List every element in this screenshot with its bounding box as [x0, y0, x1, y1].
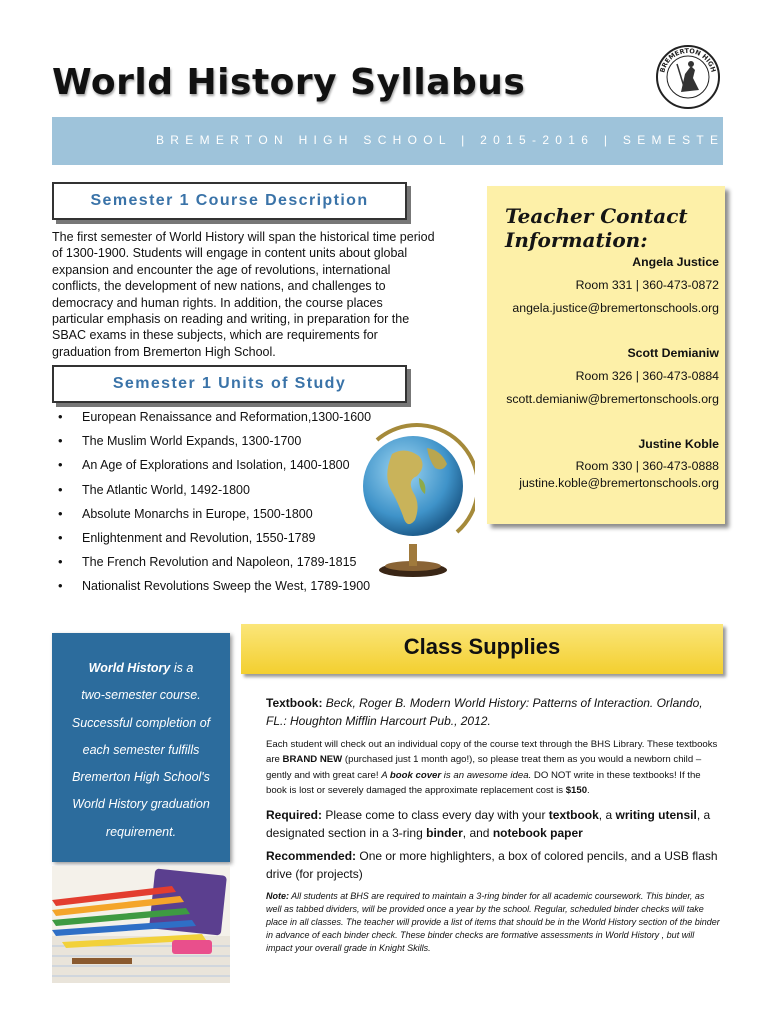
recommended-supplies: Recommended: One or more highlighters, a box of colored pencils, and a USB flash drive (for projects) — [266, 849, 718, 881]
binder-note: Note: All students at BHS are required to maintain a 3-ring binder for all academic coursework. This binder, as well as tabbed dividers, will be provided once a year by the school. Regular, scheduled binder checks will take place in all classes. The teacher will provide a list of items that should be in the World History section of the binder in advance of each binder check. These binder checks are formative assessments in World History , but will impact your overall grade in Knight Skills. — [266, 891, 720, 953]
banner-text: BREMERTON HIGH SCHOOL | 2015-2016 | SEMESTER 1 — [156, 133, 762, 147]
school-seal-logo — [655, 44, 721, 110]
list-item: • The French Revolution and Napoleon, 1789-1815 — [52, 552, 371, 576]
textbook-info: Textbook: Beck, Roger B. Modern World History: Patterns of Interaction. Orlando, FL.: Houghton Mifflin Harcourt Pub., 2012. — [266, 696, 703, 728]
teacher-room-phone: Room 330 | 360-473-0888 — [575, 459, 719, 473]
page-title: World History Syllabus — [52, 62, 526, 103]
graduation-requirement-callout — [52, 633, 230, 862]
list-item: • The Muslim World Expands, 1300-1700 — [52, 431, 371, 455]
description-text: The first semester of World History will span the historical time period of 1300-1900. Students will engage in content units about global expansion and encounter the age of revolutions, international conflicts, the development of new nations, and challenges to democracy and human rights. In addition, the course places particular emphasis on reading and writing, in preparation for the SBAC exams in these subjects, which are requirements for graduation from Bremerton High School. — [52, 230, 435, 359]
list-item: • European Renaissance and Reformation,1300-1600 — [52, 407, 371, 431]
list-item: • Absolute Monarchs in Europe, 1500-1800 — [52, 504, 371, 528]
teacher-email-link[interactable]: scott.demianiw@bremertonschools.org — [506, 392, 719, 406]
contact-title: Teacher Contact Information: — [505, 204, 688, 252]
class-supplies-title: Class Supplies — [403, 634, 561, 659]
textbook-checkout-info: Each student will check out an individual copy of the course text through the BHS Library. These textbooks are BRAND NEW (purchased just 1 month ago!), so please treat them as you would a newborn child – gently and with great care! A book cover is an awesome idea. DO NOT write in these textbooks! If the book is lost or severely damaged the approximate replacement cost is $150. — [266, 739, 718, 796]
units-heading: Semester 1 Units of Study — [52, 365, 407, 403]
list-item: • Nationalist Revolutions Sweep the West, 1789-1900 — [52, 576, 371, 600]
teacher-contact-panel — [487, 186, 725, 524]
teacher-name: Angela Justice — [632, 255, 719, 269]
callout-text: World History is a two-semester course. Successful completion of each semester fulfills Bremerton High School's World History graduation requirement. — [71, 661, 211, 839]
teacher-room-phone: Room 331 | 360-473-0872 — [575, 278, 719, 292]
list-item: • An Age of Explorations and Isolation, 1400-1800 — [52, 455, 371, 479]
list-item: • Enlightenment and Revolution, 1550-1789 — [52, 528, 371, 552]
units-list — [52, 407, 371, 601]
teacher-name: Justine Koble — [638, 437, 719, 451]
teacher-email-link[interactable]: angela.justice@bremertonschools.org — [512, 301, 719, 315]
globe-image — [357, 420, 475, 580]
teacher-name: Scott Demianiw — [627, 346, 719, 360]
list-item: • The Atlantic World, 1492-1800 — [52, 480, 371, 504]
teacher-room-phone: Room 326 | 360-473-0884 — [575, 369, 719, 383]
teacher-email-link[interactable]: justine.koble@bremertonschools.org — [519, 476, 719, 490]
class-supplies-banner — [241, 624, 723, 674]
description-heading: Semester 1 Course Description — [52, 182, 407, 220]
callout-emphasis: World History — [88, 661, 171, 675]
required-supplies: Required: Please come to class every day with your textbook, a writing utensil, a designated section in a 3-ring binder, and notebook paper — [266, 808, 711, 840]
school-banner — [52, 117, 762, 165]
svg-text:BREMERTON HIGH SCHOOL: BREMERTON HIGH — [658, 46, 718, 74]
school-supplies-image — [52, 866, 230, 983]
